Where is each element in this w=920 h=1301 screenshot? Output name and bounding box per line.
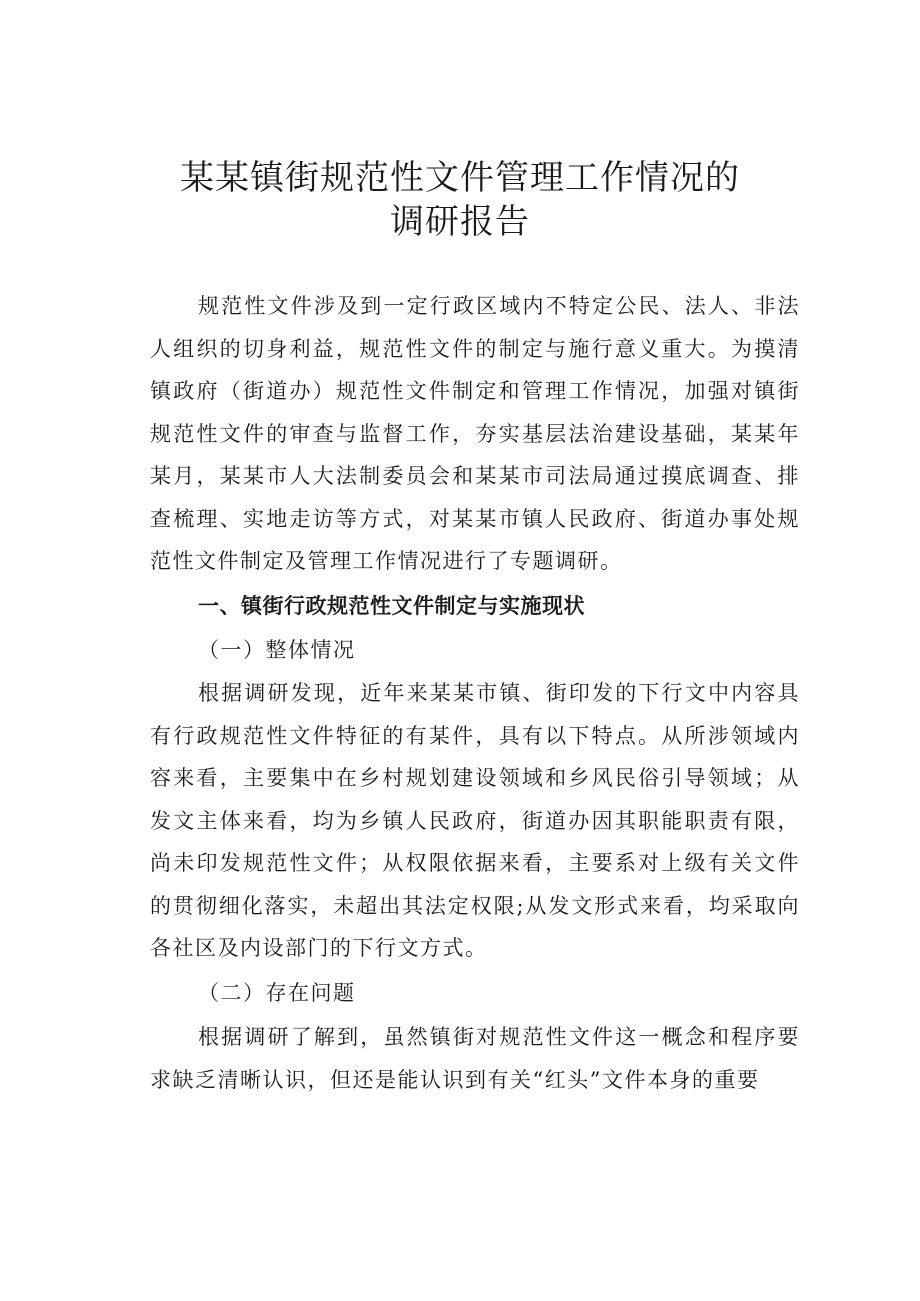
document-title-line-2: 调研报告 (390, 202, 530, 242)
document-title-line-1: 某某镇街规范性文件管理工作情况的 (180, 158, 740, 198)
intro-paragraph: 规范性文件涉及到一定行政区域内不特定公民、法人、非法人组织的切身利益，规范性文件的制定与施行意义重大。为摸清镇政府（街道办）规范性文件制定和管理工作情况，加强对镇街规范性文件的审查与监督工作，夯实基层法治建设基础，某某年某月，某某市人大法制委员会和某某市司法局通过摸底调查、排查梳理、实地走访等方式，对某某市镇人民政府、街道办事处规范性文件制定及管理工作情况进行了专题调研。 (150, 294, 800, 573)
subsection-2-paragraph: 根据调研了解到，虽然镇街对规范性文件这一概念和程序要求缺乏清晰认识，但还是能认识到有关“红头”文件本身的重要 (150, 1025, 800, 1092)
subsection-1-paragraph: 根据调研发现，近年来某某市镇、街印发的下行文中内容具有行政规范性文件特征的有某件，具有以下特点。从所涉领域内容来看，主要集中在乡村规划建设领域和乡风民俗引导领域；从发文主体来看，均为乡镇人民政府，街道办因其职能职责有限，尚未印发规范性文件；从权限依据来看，主要系对上级有关文件的贯彻细化落实，未超出其法定权限;从发文形式来看，均采取向各社区及内设部门的下行文方式。 (150, 681, 800, 960)
subsection-heading-2: （二）存在问题 (198, 981, 356, 1005)
subsection-heading-1: （一）整体情况 (198, 638, 356, 662)
section-heading-1: 一、镇街行政规范性文件制定与实施现状 (198, 594, 585, 618)
